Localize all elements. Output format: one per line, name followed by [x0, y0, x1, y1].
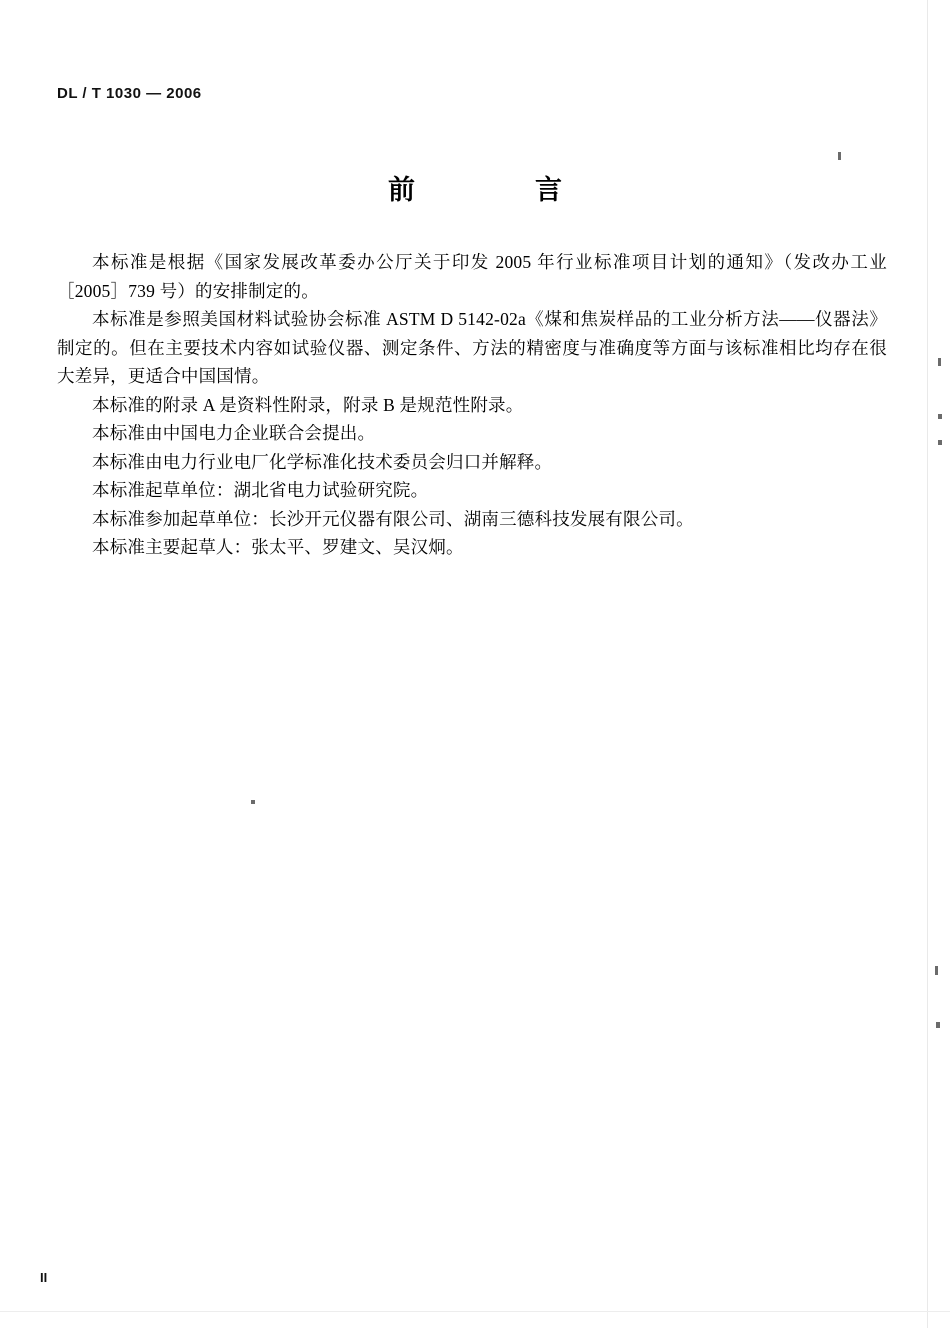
page-number: II — [40, 1270, 48, 1285]
paragraph: 本标准参加起草单位：长沙开元仪器有限公司、湖南三德科技发展有限公司。 — [92, 508, 694, 529]
scan-speck — [251, 800, 255, 804]
scan-speck — [938, 414, 942, 419]
running-head-standard-number: DL / T 1030 — 2006 — [57, 85, 202, 102]
foreword-body — [57, 248, 887, 562]
paragraph: 本标准由电力行业电厂化学标准化技术委员会归口并解释。 — [92, 451, 553, 472]
scan-speck — [935, 966, 938, 975]
scan-speck — [938, 440, 942, 445]
scan-bottom-line — [0, 1311, 950, 1312]
scan-speck — [838, 152, 841, 160]
paragraph: 本标准起草单位：湖北省电力试验研究院。 — [92, 480, 429, 500]
scan-speck — [938, 358, 941, 366]
paragraph: 本标准是参照美国材料试验协会标准 ASTM D 5142-02a《煤和焦炭样品的工业分析方法——仪器法》制定的。但在主要技术内容如试验仪器、测定条件、方法的精密度与准确度等方面与该标准相比均存在很大差异，更适合中国国情。 — [57, 309, 887, 386]
paragraph: 本标准是根据《国家发展改革委办公厅关于印发 2005 年行业标准项目计划的通知》（发改办工业［2005］739 号）的安排制定的。 — [57, 252, 887, 301]
paragraph: 本标准的附录 A 是资料性附录，附录 B 是规范性附录。 — [92, 394, 524, 415]
page-title: 前 言 — [388, 175, 584, 205]
paragraph: 本标准主要起草人：张太平、罗建文、吴汉炯。 — [92, 537, 464, 557]
scan-speck — [936, 1022, 940, 1028]
paragraph: 本标准由中国电力企业联合会提出。 — [92, 423, 376, 443]
